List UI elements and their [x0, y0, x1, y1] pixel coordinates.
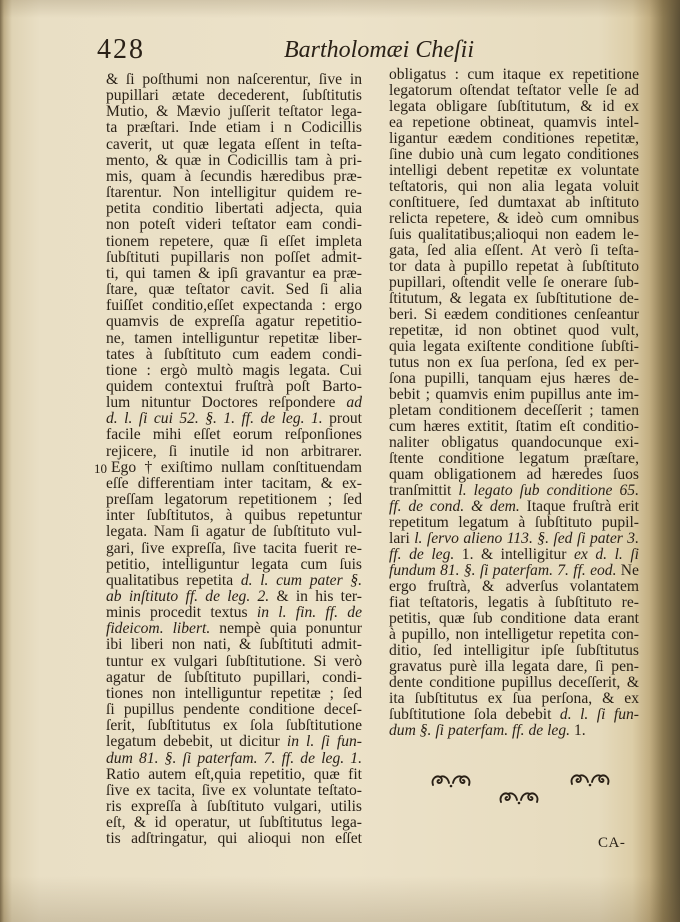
text-line	[106, 541, 362, 557]
line-content	[106, 540, 362, 557]
legal-citation-italic: d. l. ſi cui 52. §. 1. ff. de leg. 1.	[106, 410, 323, 428]
fleuron-ornament-icon	[430, 772, 472, 790]
legal-citation-italic: l. ſervo alieno 113. §. ſed ſi pater 3.	[414, 530, 639, 547]
text-line	[106, 282, 362, 298]
marginal-number: 10	[94, 461, 107, 476]
text-run: & in his ter-	[269, 588, 362, 605]
line-content	[389, 306, 639, 323]
line-content	[106, 200, 362, 217]
line-content	[106, 346, 362, 363]
line-content	[106, 184, 362, 201]
text-run: petitis, quæ ſub conditione data erant	[389, 610, 639, 627]
text-run: tutus non ex ſua perſona, ſed ex per-	[389, 354, 639, 371]
text-line	[389, 467, 639, 483]
text-line	[106, 799, 362, 815]
text-line	[106, 686, 362, 702]
line-content	[389, 546, 639, 563]
text-run: repetitum legatum à ſubſtituto pupil-	[389, 514, 639, 531]
legal-citation-italic: fundum 81. §. ſi paterfam. 7. ff. eod.	[389, 562, 617, 579]
line-content	[106, 685, 362, 702]
text-run: pletam conditionem deceſſerit ; tamen	[389, 402, 639, 419]
line-content	[389, 434, 639, 451]
legal-citation-italic: dum 81. §. ſi paterfam. 7. ff. de leg. 1.	[106, 749, 362, 767]
text-run: dente conditione pupillus deceſſerit, &	[389, 674, 639, 691]
line-content	[389, 370, 639, 387]
line-content	[389, 258, 639, 275]
legal-citation-italic: d. l. cum pater §.	[240, 571, 362, 589]
line-content	[106, 87, 362, 104]
text-line	[106, 702, 362, 718]
text-run: cum hæres extitit, ſtatim eſt conditio-	[389, 418, 639, 435]
text-run: ſubſtituti pupillaris non poſſet admit-	[106, 248, 362, 266]
text-run: tranſmittit	[389, 482, 459, 499]
line-content	[389, 530, 639, 547]
text-run: tionem repetere, quæ ſi eſſet impleta	[106, 232, 362, 250]
text-run: ergo fruſtrà, & adverſus volantatem	[389, 578, 639, 595]
line-content	[106, 733, 362, 750]
text-run: lum nituntur Doctores reſpondere	[106, 394, 347, 412]
text-run: à pupillo, non intelligetur repetita con-	[389, 626, 639, 643]
line-content	[106, 297, 362, 314]
line-content	[106, 814, 362, 831]
line-content	[389, 242, 639, 259]
line-content	[389, 146, 639, 163]
text-line	[106, 153, 362, 169]
text-run: pupillari ætate decederent, ſubſtitutis	[106, 87, 362, 105]
line-content	[106, 281, 362, 298]
text-line	[106, 104, 362, 120]
line-content	[389, 578, 639, 595]
line-content	[389, 722, 586, 739]
text-run: mento, & quæ in Codicillis tam à pri-	[106, 151, 362, 169]
line-content	[389, 418, 639, 435]
text-line	[389, 403, 639, 419]
text-run: conſtituere, ſed dumtaxat ab inſtituto	[389, 194, 639, 211]
text-line	[389, 259, 639, 275]
line-content	[106, 750, 362, 767]
legal-citation-italic: l. legato ſub conditione 65.	[458, 482, 639, 499]
line-content	[106, 216, 362, 233]
text-run: tis adſtringatur, qui alioqui non eſſet	[106, 830, 362, 848]
text-line	[106, 120, 362, 136]
text-run: ta præſtari. Inde etiam i n Codicillis	[106, 119, 362, 137]
text-line	[389, 419, 639, 435]
text-line	[106, 250, 362, 266]
line-content	[389, 642, 639, 659]
line-content	[389, 194, 639, 211]
text-run: inter ſubſtitutos, à quibus repetuntur	[106, 507, 362, 525]
line-content	[106, 782, 362, 799]
text-line	[389, 659, 639, 675]
text-run: gari, ſive expreſſa, ſive tacita fuerit re-	[106, 539, 362, 557]
text-run: legata. Nam ſi agatur de ſubſtituto vul-	[106, 523, 362, 541]
legal-citation-italic: ff. de leg.	[389, 546, 455, 563]
line-content	[106, 507, 362, 524]
line-content	[106, 556, 362, 573]
line-content	[389, 354, 639, 371]
text-line	[106, 266, 362, 282]
text-run: obligatus : cum itaque ex repetitione	[389, 66, 639, 83]
text-run: ſtare, quæ teſtator cavit. Sed ſi alia	[106, 281, 362, 299]
line-content	[389, 690, 639, 707]
text-run: ſi pupillus pendente conditione deceſ-	[106, 701, 362, 719]
text-run: non poteſt videri teſtator eam condi-	[106, 216, 362, 234]
line-content	[106, 119, 362, 136]
text-run: ſerit, ſubſtitutus ex ſola ſubſtitutione	[106, 717, 362, 735]
text-run: tiones non intelliguntur repetitæ ; ſed	[106, 684, 362, 702]
text-line	[389, 115, 639, 131]
text-run: repetitæ, id non obtinet quod vult,	[389, 322, 639, 339]
line-content	[106, 378, 362, 395]
line-content	[106, 265, 362, 282]
text-line	[106, 557, 362, 573]
text-line	[106, 201, 362, 217]
text-line	[106, 395, 362, 411]
page-number: 428	[97, 34, 145, 65]
line-content	[389, 98, 639, 115]
text-run: Ego † exiſtimo nullam conſtituendam	[111, 458, 362, 476]
text-run: ſtarentur. Non intelligitur quidem re-	[106, 184, 362, 202]
line-content	[106, 604, 362, 621]
legal-citation-italic: d. l. ſi fun-	[559, 706, 639, 723]
text-line	[389, 243, 639, 259]
text-run: ditio, ſed intelligitur ipſe ſubſtitutus	[389, 642, 639, 659]
line-content	[389, 386, 639, 403]
fleuron-ornament-icon	[569, 771, 611, 789]
text-run: legatorum oſtendat teſtator velle ſe ad	[389, 82, 639, 99]
text-run: & ſi poſthumi non naſcerentur, ſive in	[106, 71, 362, 88]
line-content	[389, 82, 639, 99]
line-content	[389, 466, 639, 483]
line-content	[106, 71, 362, 88]
line-content	[389, 626, 639, 643]
text-run: quam obligationem ad hæredes ſuos	[389, 466, 639, 483]
fleuron-ornament-icon	[498, 789, 540, 807]
legal-citation-italic: ab inſtituto ff. de leg. 2.	[106, 588, 270, 605]
text-line	[106, 331, 362, 347]
text-line	[389, 451, 639, 467]
text-line	[389, 371, 639, 387]
text-line	[389, 323, 639, 339]
text-run: tuntur ex vulgari ſubſtitutione. Si verò	[106, 652, 362, 670]
text-line	[106, 460, 362, 476]
line-content	[389, 450, 639, 467]
text-line	[389, 99, 639, 115]
text-line	[106, 411, 362, 427]
text-run: tione : ergò multò magis legata. Cui	[106, 361, 362, 379]
text-run: minis procedit textus	[106, 604, 257, 622]
text-line	[389, 147, 639, 163]
text-line	[106, 314, 362, 330]
text-line	[106, 524, 362, 540]
text-run: nempè quia ponuntur	[210, 620, 362, 638]
line-content	[106, 394, 362, 411]
text-line	[389, 83, 639, 99]
text-run: petitio, intelliguntur legata cum ſuis	[106, 555, 362, 573]
text-line	[106, 234, 362, 250]
text-run: gravatus purè illa legata dare, ſi pen-	[389, 658, 639, 675]
text-line	[389, 499, 639, 515]
text-line	[389, 307, 639, 323]
line-content	[389, 210, 639, 227]
text-run: ſubſtitutione ſola debebit	[389, 706, 560, 723]
line-content	[106, 491, 362, 508]
text-run: eſt, & id operatur, ut ſubſtitutus lega-	[106, 814, 362, 832]
line-content	[389, 178, 639, 195]
text-run: qualitatibus repetita	[106, 571, 241, 589]
text-line	[106, 670, 362, 686]
line-content	[106, 523, 362, 540]
line-content	[106, 136, 362, 153]
line-content	[106, 362, 362, 379]
line-content	[389, 274, 639, 291]
text-run: agatur de ſubſtituto pupillari, condi-	[106, 668, 362, 686]
text-run: ſona pupilli, tanquam ejus hæres de-	[389, 370, 639, 387]
text-run: tates à ſubſtituto cum eadem condi-	[106, 345, 362, 363]
text-line	[106, 783, 362, 799]
text-line	[106, 573, 362, 589]
text-line	[106, 185, 362, 201]
text-line	[106, 718, 362, 734]
line-content	[389, 482, 639, 499]
text-line	[389, 163, 639, 179]
text-line	[389, 227, 639, 243]
line-content	[106, 636, 362, 653]
text-line	[389, 67, 639, 83]
catchword: CA-	[598, 835, 626, 851]
text-run: tor data à pupillo repetat à ſubſtituto	[389, 258, 639, 275]
text-run: Itaque fruſtrà erit	[519, 498, 639, 515]
text-line	[106, 508, 362, 524]
text-run: beri. Si eædem conditiones cenſeantur	[389, 306, 639, 323]
legal-citation-italic: ex d. l. ſi	[574, 546, 639, 563]
text-line	[389, 291, 639, 307]
text-line	[389, 195, 639, 211]
text-run: pupillari, oſtendit velle ſe onerare ſub-	[389, 274, 639, 291]
line-content	[106, 410, 362, 427]
line-content	[106, 233, 362, 250]
text-line	[106, 427, 362, 443]
line-content	[106, 701, 362, 718]
text-line	[389, 387, 639, 403]
text-line	[106, 605, 362, 621]
line-content	[389, 290, 639, 307]
line-content	[106, 620, 362, 637]
left-text-column	[106, 72, 362, 848]
text-line	[106, 734, 362, 750]
text-run: caverit, ut quæ legata eſſent in teſta-	[106, 135, 362, 153]
text-line	[106, 379, 362, 395]
text-line	[389, 707, 639, 723]
text-run: quamvis de expreſſa agatur repetitio-	[106, 313, 362, 331]
line-content	[106, 475, 362, 492]
text-line	[389, 595, 639, 611]
text-line	[106, 589, 362, 605]
line-content	[389, 402, 639, 419]
text-run: intelligi debent repetitæ ex voluntate	[389, 162, 639, 179]
line-content	[111, 459, 362, 476]
line-content	[106, 168, 362, 185]
text-line	[106, 88, 362, 104]
text-line	[389, 611, 639, 627]
text-run: ea repetione obtineat, quamvis intel-	[389, 114, 639, 131]
text-line	[106, 637, 362, 653]
text-run: 1. & intelligitur	[454, 546, 574, 563]
line-content	[106, 330, 362, 347]
text-line	[106, 363, 362, 379]
text-run: petita conditio libertati adjecta, quia	[106, 200, 362, 218]
text-line	[389, 131, 639, 147]
text-run: quidem contextui fruſtrà poſt Barto-	[106, 377, 362, 395]
text-run: ligantur eædem conditiones repetitæ,	[389, 130, 639, 147]
text-line	[389, 531, 639, 547]
line-content	[106, 426, 362, 443]
text-run: 1.	[570, 722, 586, 739]
text-run: ti, qui tamen & ipſi gravantur ea præ-	[106, 264, 362, 282]
text-run: preſſam legatorum repetitionem ; ſed	[106, 491, 362, 509]
text-run: ſuis qualitatibus;alioqui non eadem le-	[389, 226, 639, 243]
line-content	[106, 717, 362, 734]
text-line	[106, 621, 362, 637]
line-content	[106, 653, 362, 670]
text-line	[106, 169, 362, 185]
text-run: ſive ex tacita, ſive ex voluntate teſtato-	[106, 781, 362, 799]
legal-citation-italic: in l. fin. ff. de	[256, 604, 362, 622]
right-text-column	[389, 67, 639, 739]
text-line	[106, 767, 362, 783]
text-run: ne, tamen intelliguntur repetitæ liber-	[106, 329, 362, 347]
text-run: facile mihi eſſet eorum reſponſiones	[106, 426, 362, 444]
text-run: fuiſſet conditio,eſſet expectanda : ergo	[106, 297, 362, 315]
text-line	[106, 444, 362, 460]
text-run: mis, quam à ſecundis hæredibus præ-	[106, 167, 362, 185]
text-run: eſſe differentiam inter tacitam, & ex-	[106, 474, 362, 492]
text-run: Ne	[616, 562, 639, 579]
text-run: ris expreſſa à ſubſtituto vulgari, utilis	[106, 798, 362, 816]
line-content	[389, 594, 639, 611]
line-content	[389, 162, 639, 179]
text-line	[389, 723, 639, 739]
text-run: legata obligare ſubſtitutum, & id ex	[389, 98, 639, 115]
text-line	[389, 211, 639, 227]
line-content	[106, 669, 362, 686]
text-line	[389, 627, 639, 643]
line-content	[389, 226, 639, 243]
line-content	[389, 658, 639, 675]
text-line	[389, 483, 639, 499]
text-line	[106, 492, 362, 508]
text-run: naliter obligatus quandocunque exi-	[389, 434, 639, 451]
line-content	[106, 830, 362, 847]
text-run: relicta repetere, & ideò cum omnibus	[389, 210, 639, 227]
line-content	[106, 798, 362, 815]
text-run: prout	[322, 410, 362, 428]
text-line	[389, 275, 639, 291]
text-run: ſtitutum, & legata ex ſubſtitutione de-	[389, 290, 639, 307]
text-run: Mutio, & Mævio juſſerit teſtator lega-	[106, 103, 362, 121]
line-content	[106, 249, 362, 266]
line-content	[106, 152, 362, 169]
line-content	[106, 313, 362, 330]
line-content	[106, 572, 362, 589]
text-run: ſine dubio unà cum legato conditiones	[389, 146, 639, 163]
text-line	[106, 347, 362, 363]
legal-citation-italic: ff. de cond. & dem.	[389, 498, 520, 515]
running-head: Bartholomæi Cheſii	[284, 37, 475, 63]
line-content	[389, 130, 639, 147]
text-line	[389, 179, 639, 195]
text-run: Ratio autem eſt,quia repetitio, quæ fit	[106, 765, 362, 783]
text-line	[389, 355, 639, 371]
text-run: bebit ; quamvis enim pupillus ante im-	[389, 386, 639, 403]
text-run: rejicere, ſi inutile id non arbitrarer.	[106, 442, 362, 460]
line-content	[106, 443, 362, 460]
text-run: legatum debebit, ut dicitur	[106, 733, 287, 751]
text-line	[389, 643, 639, 659]
text-line	[106, 831, 362, 847]
text-run: fiat teſtatoris, legatis à ſubſtituto re-	[389, 594, 639, 611]
line-content	[389, 114, 639, 131]
line-content	[106, 103, 362, 120]
text-line	[389, 547, 639, 563]
text-run: quia legata exiſtente conditione ſubſti-	[389, 338, 639, 355]
line-content	[389, 674, 639, 691]
text-line	[106, 72, 362, 88]
line-content	[106, 766, 362, 783]
line-content	[389, 338, 639, 355]
line-content	[389, 562, 639, 579]
line-content	[389, 66, 639, 83]
legal-citation-italic: in l. ſi fun-	[286, 733, 362, 751]
text-line	[106, 751, 362, 767]
text-line	[106, 815, 362, 831]
text-run: ibi liberi non nati, & ſubſtituti admit-	[106, 636, 362, 654]
text-line	[106, 137, 362, 153]
text-line	[389, 579, 639, 595]
line-content	[389, 610, 639, 627]
line-content	[389, 322, 639, 339]
text-line	[389, 339, 639, 355]
line-content	[389, 498, 639, 515]
legal-citation-italic: dum §. ſi paterfam. ff. de leg.	[389, 722, 571, 739]
text-run: ſtente conditione legatum præſtare,	[389, 450, 639, 467]
text-run: gata, ſed alia eſſent. At verò ſi teſta-	[389, 242, 639, 259]
line-content	[106, 588, 362, 605]
line-content	[389, 706, 639, 723]
line-content	[389, 514, 639, 531]
text-line	[389, 563, 639, 579]
text-line	[106, 476, 362, 492]
text-line	[106, 217, 362, 233]
text-line	[389, 691, 639, 707]
legal-citation-italic: ad	[346, 394, 362, 412]
legal-citation-italic: fideicom. libert.	[106, 620, 211, 638]
text-run: teſtatoris, qui non alia legata voluit	[389, 178, 639, 195]
text-line	[389, 435, 639, 451]
text-run: ita ſubſtitutus ex ſua perſona, & ex	[389, 690, 639, 707]
text-line	[106, 298, 362, 314]
text-run: lari	[389, 530, 415, 547]
text-line	[389, 515, 639, 531]
text-line	[106, 654, 362, 670]
text-line	[389, 675, 639, 691]
